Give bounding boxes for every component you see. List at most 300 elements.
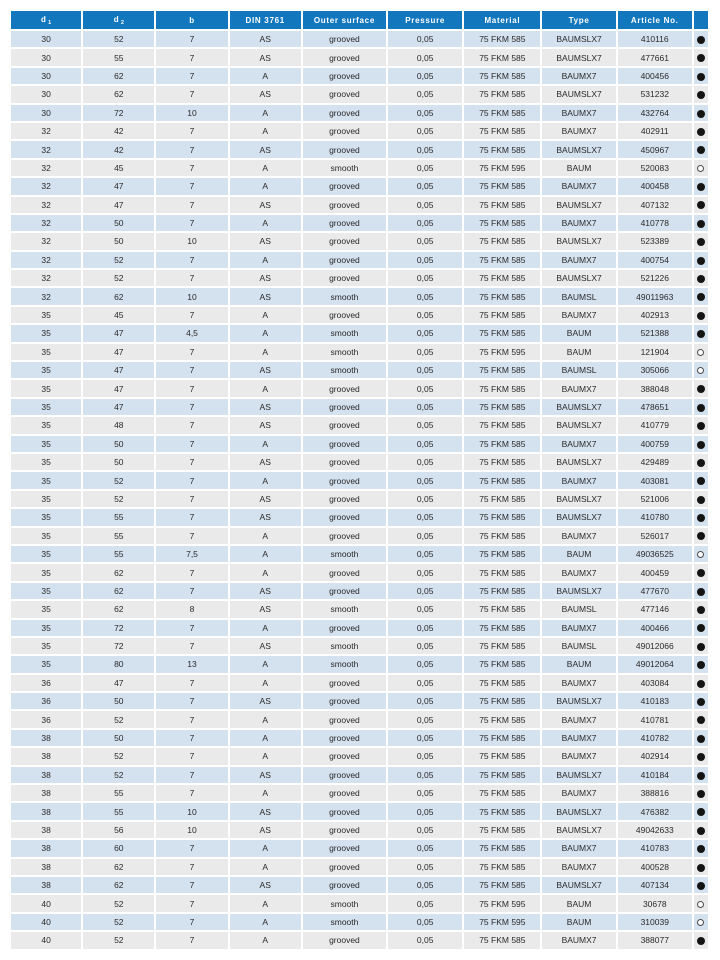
cell-d1: 35 (11, 325, 81, 341)
cell-d2: 62 (83, 859, 154, 875)
cell-type: BAUMX7 (542, 105, 615, 121)
cell-din-3761: AS (230, 583, 301, 599)
cell-din-3761: A (230, 914, 301, 930)
availability-filled-icon (697, 238, 705, 246)
cell-pressure: 0,05 (388, 730, 462, 746)
cell-type: BAUMX7 (542, 436, 615, 452)
cell-outer-surface: grooved (303, 528, 386, 544)
cell-din-3761: AS (230, 233, 301, 249)
cell-d1: 32 (11, 123, 81, 139)
cell-b: 7 (156, 197, 227, 213)
cell-availability (694, 656, 708, 672)
availability-filled-icon (697, 220, 705, 228)
table-row (11, 859, 708, 875)
table-row (11, 932, 708, 948)
availability-filled-icon (697, 385, 705, 393)
cell-outer-surface: grooved (303, 564, 386, 580)
column-header-label: d (41, 14, 47, 24)
cell-d2: 55 (83, 528, 154, 544)
cell-availability (694, 141, 708, 157)
cell-material: 75 FKM 585 (464, 215, 540, 231)
cell-type: BAUMSLX7 (542, 417, 615, 433)
cell-d1: 35 (11, 620, 81, 636)
availability-filled-icon (697, 312, 705, 320)
cell-material: 75 FKM 585 (464, 601, 540, 617)
cell-d1: 38 (11, 730, 81, 746)
cell-pressure: 0,05 (388, 49, 462, 65)
cell-din-3761: A (230, 307, 301, 323)
column-header-d2 (83, 11, 154, 29)
column-header-b (156, 11, 227, 29)
cell-outer-surface: grooved (303, 785, 386, 801)
cell-b: 13 (156, 656, 227, 672)
cell-pressure: 0,05 (388, 895, 462, 911)
cell-availability (694, 68, 708, 84)
cell-pressure: 0,05 (388, 399, 462, 415)
cell-d2: 72 (83, 638, 154, 654)
cell-material: 75 FKM 585 (464, 785, 540, 801)
cell-d1: 35 (11, 564, 81, 580)
cell-d2: 72 (83, 105, 154, 121)
cell-material: 75 FKM 585 (464, 123, 540, 139)
cell-article-no: 410779 (618, 417, 692, 433)
cell-type: BAUM (542, 546, 615, 562)
cell-pressure: 0,05 (388, 748, 462, 764)
cell-d1: 35 (11, 472, 81, 488)
cell-article-no: 402911 (618, 123, 692, 139)
cell-availability (694, 822, 708, 838)
cell-d2: 52 (83, 31, 154, 47)
table-row (11, 233, 708, 249)
cell-b: 7 (156, 491, 227, 507)
cell-pressure: 0,05 (388, 344, 462, 360)
cell-din-3761: AS (230, 141, 301, 157)
column-header-label: b (189, 15, 195, 25)
cell-article-no: 49012066 (618, 638, 692, 654)
cell-pressure: 0,05 (388, 932, 462, 948)
cell-b: 7 (156, 436, 227, 452)
cell-material: 75 FKM 585 (464, 380, 540, 396)
table-row (11, 380, 708, 396)
cell-d1: 32 (11, 215, 81, 231)
cell-d1: 30 (11, 31, 81, 47)
cell-d1: 32 (11, 197, 81, 213)
column-header-subscript: 1 (48, 19, 52, 26)
cell-d2: 47 (83, 380, 154, 396)
availability-empty-icon (697, 349, 704, 356)
cell-b: 7 (156, 932, 227, 948)
cell-d1: 35 (11, 601, 81, 617)
cell-type: BAUMX7 (542, 932, 615, 948)
cell-din-3761: A (230, 785, 301, 801)
cell-material: 75 FKM 585 (464, 417, 540, 433)
cell-b: 8 (156, 601, 227, 617)
table-row (11, 491, 708, 507)
cell-b: 7 (156, 178, 227, 194)
cell-d2: 62 (83, 68, 154, 84)
cell-b: 7 (156, 730, 227, 746)
cell-pressure: 0,05 (388, 123, 462, 139)
cell-availability (694, 675, 708, 691)
cell-pressure: 0,05 (388, 877, 462, 893)
table-header (11, 11, 708, 29)
cell-pressure: 0,05 (388, 454, 462, 470)
availability-filled-icon (697, 845, 705, 853)
cell-din-3761: A (230, 840, 301, 856)
cell-material: 75 FKM 585 (464, 307, 540, 323)
cell-pressure: 0,05 (388, 472, 462, 488)
cell-material: 75 FKM 595 (464, 914, 540, 930)
cell-type: BAUMSLX7 (542, 509, 615, 525)
cell-din-3761: A (230, 436, 301, 452)
cell-outer-surface: grooved (303, 583, 386, 599)
column-header-d1 (11, 11, 81, 29)
cell-type: BAUMX7 (542, 711, 615, 727)
cell-b: 7 (156, 895, 227, 911)
cell-type: BAUM (542, 160, 615, 176)
cell-b: 7 (156, 472, 227, 488)
cell-d2: 47 (83, 325, 154, 341)
cell-availability (694, 877, 708, 893)
cell-b: 10 (156, 803, 227, 819)
cell-outer-surface: smooth (303, 638, 386, 654)
cell-type: BAUMSL (542, 601, 615, 617)
cell-availability (694, 86, 708, 102)
table-row (11, 160, 708, 176)
cell-d1: 30 (11, 49, 81, 65)
cell-pressure: 0,05 (388, 215, 462, 231)
cell-b: 7 (156, 86, 227, 102)
cell-outer-surface: grooved (303, 436, 386, 452)
cell-b: 7 (156, 675, 227, 691)
table-row (11, 105, 708, 121)
cell-din-3761: AS (230, 509, 301, 525)
availability-filled-icon (697, 146, 705, 154)
cell-din-3761: AS (230, 803, 301, 819)
cell-pressure: 0,05 (388, 233, 462, 249)
availability-filled-icon (697, 808, 705, 816)
cell-type: BAUMX7 (542, 620, 615, 636)
cell-article-no: 388816 (618, 785, 692, 801)
cell-d2: 47 (83, 178, 154, 194)
cell-b: 7 (156, 252, 227, 268)
cell-b: 7 (156, 68, 227, 84)
cell-pressure: 0,05 (388, 31, 462, 47)
availability-filled-icon (697, 864, 705, 872)
cell-article-no: 410183 (618, 693, 692, 709)
cell-outer-surface: grooved (303, 711, 386, 727)
availability-empty-icon (697, 901, 704, 908)
availability-filled-icon (697, 73, 705, 81)
cell-article-no: 49011963 (618, 288, 692, 304)
cell-type: BAUMX7 (542, 252, 615, 268)
cell-outer-surface: grooved (303, 509, 386, 525)
cell-type: BAUMX7 (542, 215, 615, 231)
table-row (11, 436, 708, 452)
cell-pressure: 0,05 (388, 86, 462, 102)
cell-material: 75 FKM 585 (464, 325, 540, 341)
cell-b: 7 (156, 509, 227, 525)
cell-material: 75 FKM 585 (464, 932, 540, 948)
cell-din-3761: AS (230, 638, 301, 654)
availability-filled-icon (697, 716, 705, 724)
cell-d1: 38 (11, 822, 81, 838)
cell-b: 4,5 (156, 325, 227, 341)
cell-d2: 48 (83, 417, 154, 433)
cell-pressure: 0,05 (388, 178, 462, 194)
cell-pressure: 0,05 (388, 491, 462, 507)
cell-b: 7 (156, 362, 227, 378)
cell-d1: 35 (11, 436, 81, 452)
table-row (11, 454, 708, 470)
cell-d2: 47 (83, 362, 154, 378)
cell-b: 7 (156, 564, 227, 580)
table-row (11, 68, 708, 84)
cell-material: 75 FKM 585 (464, 877, 540, 893)
cell-availability (694, 344, 708, 360)
cell-article-no: 407134 (618, 877, 692, 893)
cell-article-no: 521388 (618, 325, 692, 341)
cell-pressure: 0,05 (388, 564, 462, 580)
cell-material: 75 FKM 585 (464, 730, 540, 746)
seal-spec-table (9, 9, 710, 951)
column-header-label: Article No. (630, 15, 679, 25)
cell-type: BAUMSLX7 (542, 233, 615, 249)
cell-type: BAUMX7 (542, 564, 615, 580)
cell-article-no: 410782 (618, 730, 692, 746)
cell-article-no: 403084 (618, 675, 692, 691)
cell-material: 75 FKM 585 (464, 748, 540, 764)
cell-din-3761: AS (230, 270, 301, 286)
cell-outer-surface: smooth (303, 362, 386, 378)
cell-material: 75 FKM 585 (464, 767, 540, 783)
cell-type: BAUMSL (542, 362, 615, 378)
cell-d1: 32 (11, 233, 81, 249)
cell-d1: 35 (11, 546, 81, 562)
cell-availability (694, 564, 708, 580)
cell-material: 75 FKM 585 (464, 693, 540, 709)
cell-outer-surface: grooved (303, 822, 386, 838)
table-row (11, 215, 708, 231)
table-row (11, 197, 708, 213)
cell-b: 7 (156, 31, 227, 47)
cell-availability (694, 288, 708, 304)
cell-din-3761: A (230, 748, 301, 764)
column-header-outer-surface (303, 11, 386, 29)
cell-material: 75 FKM 585 (464, 564, 540, 580)
cell-availability (694, 546, 708, 562)
cell-b: 7 (156, 859, 227, 875)
table-row (11, 638, 708, 654)
cell-b: 7 (156, 49, 227, 65)
cell-d1: 35 (11, 344, 81, 360)
cell-d2: 52 (83, 914, 154, 930)
cell-pressure: 0,05 (388, 288, 462, 304)
cell-d1: 35 (11, 528, 81, 544)
cell-d2: 42 (83, 141, 154, 157)
cell-d1: 35 (11, 656, 81, 672)
cell-article-no: 478651 (618, 399, 692, 415)
cell-type: BAUMSLX7 (542, 399, 615, 415)
cell-article-no: 477146 (618, 601, 692, 617)
cell-type: BAUMSLX7 (542, 454, 615, 470)
cell-outer-surface: grooved (303, 105, 386, 121)
cell-availability (694, 307, 708, 323)
column-header-label: Outer surface (313, 15, 375, 25)
table-row (11, 785, 708, 801)
cell-article-no: 305066 (618, 362, 692, 378)
cell-outer-surface: grooved (303, 141, 386, 157)
cell-type: BAUMSLX7 (542, 767, 615, 783)
cell-availability (694, 215, 708, 231)
cell-material: 75 FKM 585 (464, 491, 540, 507)
cell-article-no: 410184 (618, 767, 692, 783)
availability-filled-icon (697, 54, 705, 62)
availability-empty-icon (697, 165, 704, 172)
cell-d1: 35 (11, 509, 81, 525)
cell-type: BAUMSLX7 (542, 583, 615, 599)
availability-filled-icon (697, 110, 705, 118)
cell-material: 75 FKM 585 (464, 288, 540, 304)
availability-filled-icon (697, 882, 705, 890)
cell-article-no: 49012064 (618, 656, 692, 672)
cell-outer-surface: grooved (303, 68, 386, 84)
cell-d2: 56 (83, 822, 154, 838)
cell-outer-surface: grooved (303, 472, 386, 488)
cell-type: BAUMX7 (542, 307, 615, 323)
cell-d1: 32 (11, 160, 81, 176)
cell-din-3761: A (230, 123, 301, 139)
cell-availability (694, 454, 708, 470)
cell-d2: 62 (83, 583, 154, 599)
cell-outer-surface: grooved (303, 693, 386, 709)
availability-filled-icon (697, 293, 705, 301)
cell-pressure: 0,05 (388, 141, 462, 157)
cell-d1: 40 (11, 932, 81, 948)
cell-availability (694, 914, 708, 930)
cell-din-3761: AS (230, 86, 301, 102)
cell-type: BAUMSLX7 (542, 49, 615, 65)
cell-din-3761: A (230, 656, 301, 672)
cell-article-no: 410783 (618, 840, 692, 856)
table-row (11, 620, 708, 636)
cell-availability (694, 325, 708, 341)
cell-outer-surface: smooth (303, 325, 386, 341)
table-row (11, 86, 708, 102)
cell-outer-surface: grooved (303, 675, 386, 691)
cell-type: BAUMSLX7 (542, 270, 615, 286)
cell-outer-surface: grooved (303, 197, 386, 213)
cell-outer-surface: grooved (303, 417, 386, 433)
cell-din-3761: A (230, 472, 301, 488)
availability-empty-icon (697, 919, 704, 926)
cell-availability (694, 767, 708, 783)
cell-d2: 62 (83, 601, 154, 617)
cell-d2: 50 (83, 693, 154, 709)
cell-d2: 55 (83, 546, 154, 562)
cell-outer-surface: grooved (303, 215, 386, 231)
table-row (11, 141, 708, 157)
cell-availability (694, 895, 708, 911)
cell-d1: 32 (11, 178, 81, 194)
table-row (11, 748, 708, 764)
cell-b: 7 (156, 123, 227, 139)
cell-b: 7 (156, 767, 227, 783)
cell-material: 75 FKM 585 (464, 178, 540, 194)
cell-pressure: 0,05 (388, 325, 462, 341)
cell-material: 75 FKM 585 (464, 803, 540, 819)
table-row (11, 362, 708, 378)
table-row (11, 656, 708, 672)
cell-article-no: 400458 (618, 178, 692, 194)
cell-din-3761: AS (230, 399, 301, 415)
cell-pressure: 0,05 (388, 197, 462, 213)
cell-material: 75 FKM 585 (464, 675, 540, 691)
cell-b: 7 (156, 344, 227, 360)
cell-article-no: 402913 (618, 307, 692, 323)
cell-outer-surface: grooved (303, 178, 386, 194)
cell-din-3761: AS (230, 31, 301, 47)
cell-pressure: 0,05 (388, 546, 462, 562)
cell-availability (694, 785, 708, 801)
table-row (11, 178, 708, 194)
table-row (11, 711, 708, 727)
availability-filled-icon (697, 588, 705, 596)
cell-outer-surface: grooved (303, 803, 386, 819)
cell-article-no: 410781 (618, 711, 692, 727)
cell-din-3761: A (230, 546, 301, 562)
cell-pressure: 0,05 (388, 803, 462, 819)
cell-din-3761: A (230, 105, 301, 121)
cell-b: 7 (156, 528, 227, 544)
cell-type: BAUMSLX7 (542, 31, 615, 47)
cell-pressure: 0,05 (388, 601, 462, 617)
cell-d1: 38 (11, 840, 81, 856)
availability-filled-icon (697, 128, 705, 136)
cell-pressure: 0,05 (388, 252, 462, 268)
cell-d1: 32 (11, 252, 81, 268)
cell-b: 10 (156, 288, 227, 304)
cell-d1: 35 (11, 380, 81, 396)
cell-type: BAUMSLX7 (542, 491, 615, 507)
cell-article-no: 30678 (618, 895, 692, 911)
availability-filled-icon (697, 201, 705, 209)
cell-b: 7 (156, 711, 227, 727)
table-row (11, 344, 708, 360)
cell-b: 10 (156, 105, 227, 121)
cell-outer-surface: smooth (303, 546, 386, 562)
cell-article-no: 521006 (618, 491, 692, 507)
cell-d1: 36 (11, 675, 81, 691)
column-header-label: d (113, 14, 120, 24)
cell-type: BAUMX7 (542, 178, 615, 194)
cell-outer-surface: grooved (303, 491, 386, 507)
cell-pressure: 0,05 (388, 362, 462, 378)
cell-b: 7 (156, 141, 227, 157)
availability-filled-icon (697, 790, 705, 798)
cell-b: 7 (156, 160, 227, 176)
cell-article-no: 432764 (618, 105, 692, 121)
availability-filled-icon (697, 698, 705, 706)
cell-availability (694, 362, 708, 378)
cell-d1: 38 (11, 803, 81, 819)
cell-d2: 52 (83, 895, 154, 911)
cell-article-no: 477661 (618, 49, 692, 65)
cell-d2: 50 (83, 233, 154, 249)
cell-article-no: 476382 (618, 803, 692, 819)
cell-b: 7 (156, 454, 227, 470)
cell-availability (694, 711, 708, 727)
